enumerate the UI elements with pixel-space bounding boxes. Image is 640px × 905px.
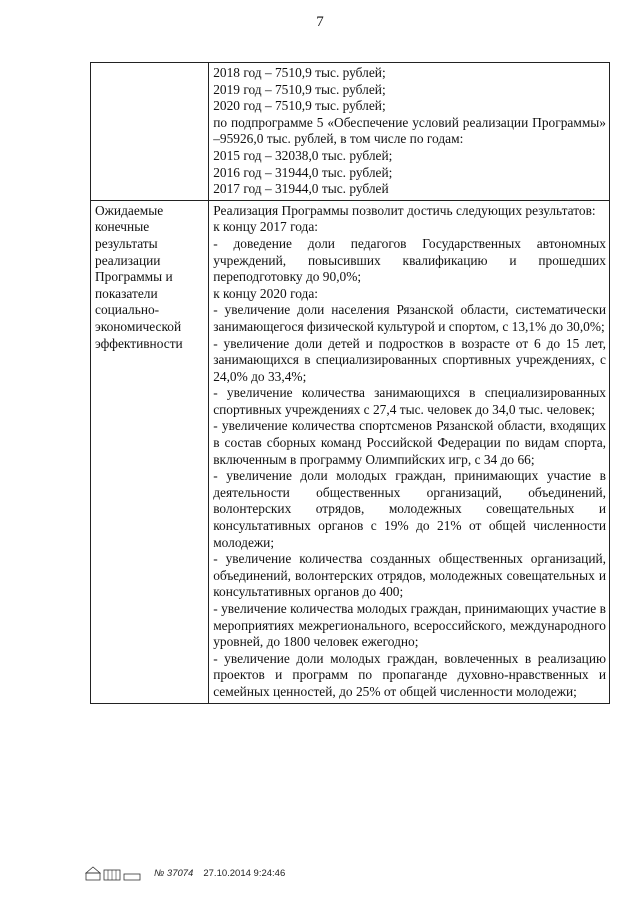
result-paragraph: к концу 2020 года: bbox=[213, 285, 319, 301]
funding-line: 2017 год – 31944,0 тыс. рублей bbox=[213, 181, 389, 197]
result-paragraph: Реализация Программы позволит достичь следующих результатов: bbox=[213, 202, 596, 218]
funding-line: 2020 год – 7510,9 тыс. рублей; bbox=[213, 98, 386, 114]
funding-line: 2019 год – 7510,9 тыс. рублей; bbox=[213, 81, 386, 97]
program-passport-table bbox=[90, 62, 610, 704]
result-paragraph: - увеличение количества занимающихся в специализированных спортивных учреждениях с 27,4 тыс. человек до 34,0 тыс. человек; bbox=[213, 385, 606, 417]
result-paragraph: - доведение доли педагогов Государственных автономных учреждений, повысивших квалификацию и прошедших переподготовку до 90,0%; bbox=[213, 235, 606, 285]
result-paragraph: к концу 2017 года: bbox=[213, 219, 319, 235]
result-paragraph: - увеличение количества молодых граждан, принимающих участие в мероприятиях межрегионального, всероссийского, международного уровней, до 1800 человек ежегодно; bbox=[213, 601, 606, 650]
result-paragraph: - увеличение количества спортсменов Рязанской области, входящих в состав сборных команд Российской Федерации по видам спорта, включенным в программу Олимпийских игр, с 34 до 66; bbox=[213, 418, 606, 467]
result-paragraph: - увеличение доли молодых граждан, принимающих участие в деятельности общественных организаций, объединений, волонтерских отрядов, молодежных совещательных и консультативных органов с 19% до 21% от общей численности молодежи; bbox=[213, 468, 606, 550]
registry-logo-icon bbox=[84, 864, 144, 882]
funding-line: 2015 год – 32038,0 тыс. рублей; bbox=[213, 147, 393, 163]
registration-number: № 37074 bbox=[154, 867, 194, 879]
result-paragraph: - увеличение доли населения Рязанской области, систематически занимающегося физической культурой и спортом, с 13,1% до 30,0%; bbox=[213, 302, 606, 334]
funding-line: 2018 год – 7510,9 тыс. рублей; bbox=[213, 65, 386, 80]
document-footer bbox=[84, 864, 285, 882]
table-row-expected-results bbox=[91, 200, 610, 703]
result-paragraph: - увеличение доли детей и подростков в возрасте от 6 до 15 лет, занимающихся в специализированных спортивных учреждениях, с 24,0% до 33,4%; bbox=[213, 335, 606, 384]
result-paragraph: - увеличение доли молодых граждан, вовлеченных в реализацию проектов и программ по пропаганде духовно-нравственных и семейных ценностей, до 25% от общей численности молодежи; bbox=[213, 650, 606, 699]
empty-label-cell bbox=[91, 63, 209, 201]
expected-results-cell bbox=[209, 200, 610, 703]
funding-line: 2016 год – 31944,0 тыс. рублей; bbox=[213, 164, 393, 180]
page-number: 7 bbox=[316, 14, 324, 30]
table-row-funding bbox=[91, 63, 610, 201]
funding-line: по подпрограмме 5 «Обеспечение условий реализации Программы» –95926,0 тыс. рублей, в том числе по годам: bbox=[213, 114, 606, 147]
funding-cell bbox=[209, 63, 610, 201]
registration-datetime: 27.10.2014 9:24:46 bbox=[203, 867, 286, 879]
result-paragraph: - увеличение количества созданных общественных организаций, объединений, волонтерских отрядов, молодежных совещательных и консультативных органов до 400; bbox=[213, 551, 606, 600]
expected-results-label: Ожидаемые конечные результаты реализации Программы и показатели социально-экономической эффективности bbox=[91, 200, 209, 703]
